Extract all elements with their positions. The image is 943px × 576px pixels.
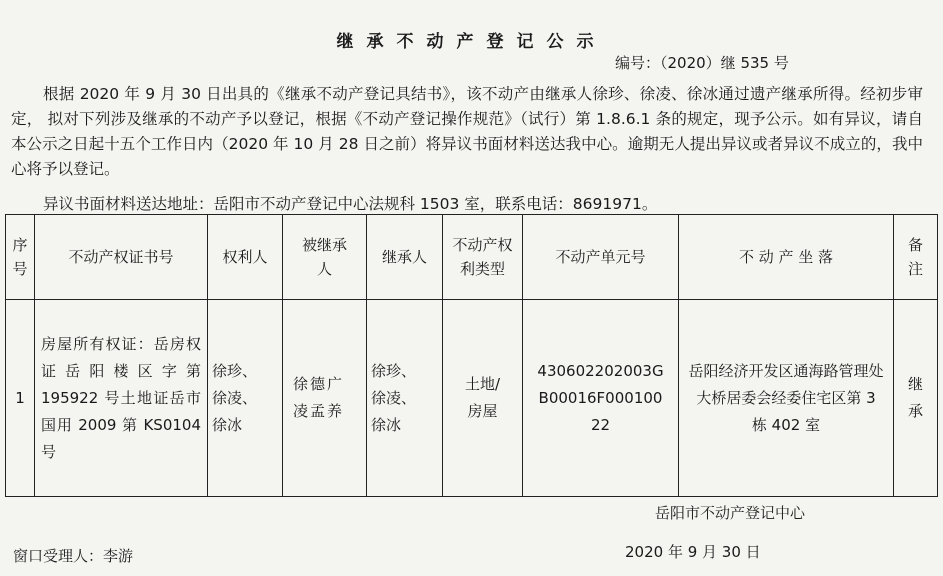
- header-seq: 序号: [6, 215, 35, 300]
- header-heir: 继承人: [367, 215, 443, 300]
- cell-heir: 徐珍、徐凌、徐冰: [367, 300, 443, 497]
- cell-remark: 继承: [894, 300, 938, 497]
- header-decedent: 被继承人: [283, 215, 367, 300]
- header-cert-no: 不动产权证书号: [35, 215, 208, 300]
- cell-decedent: 徐德广凌孟养: [283, 300, 367, 497]
- cell-right-type: 土地/房屋: [443, 300, 523, 497]
- window-clerk: 窗口受理人：李游: [13, 547, 134, 565]
- issuing-organization: 岳阳市不动产登记中心: [655, 504, 806, 522]
- document-number: 编号：（2020）继 535 号: [615, 54, 789, 72]
- issue-date: 2020 年 9 月 30 日: [625, 543, 761, 561]
- table-row: [6, 300, 938, 497]
- header-rights-holder: 权利人: [208, 215, 283, 300]
- objection-address: 异议书面材料送达地址：岳阳市不动产登记中心法规科 1503 室，联系电话：8691971。: [43, 195, 658, 213]
- notice-body: 根据 2020 年 9 月 30 日出具的《继承不动产登记具结书》，该不动产由继承人徐珍、徐凌、徐冰通过遗产继承所得。经初步审定， 拟对下列涉及继承的不动产予以登记，根据《不动产登记操作规范》（试行）第 1.8.6.1 条的规定，现予公示。如有异议，请自本公示之日起十五个工作日内（2020 年 10 月 28 日之前）将异议书面材料送达我中心。逾期无人提出异议或者异议不成立的，我中心将予以登记。: [11, 85, 923, 178]
- table-header-row: [6, 215, 938, 300]
- cell-seq: 1: [6, 300, 35, 497]
- header-remark: 备注: [894, 215, 938, 300]
- header-location: 不 动 产 坐 落: [679, 215, 894, 300]
- notice-title: 继承不动产登记公示: [336, 32, 607, 52]
- cell-unit-no: 430602202003GB00016F00010022: [523, 300, 679, 497]
- cell-rights-holder: 徐珍、徐凌、徐冰: [208, 300, 283, 497]
- registration-table: [5, 214, 938, 497]
- cell-location: 岳阳经济开发区通海路管理处大桥居委会经委住宅区第 3 栋 402 室: [679, 300, 894, 497]
- header-right-type: 不动产权利类型: [443, 215, 523, 300]
- cell-cert-no: 房屋所有权证：岳房权证岳阳楼区字第 195922 号土地证岳市国用 2009 第 KS0104 号: [35, 300, 208, 497]
- header-unit-no: 不动产单元号: [523, 215, 679, 300]
